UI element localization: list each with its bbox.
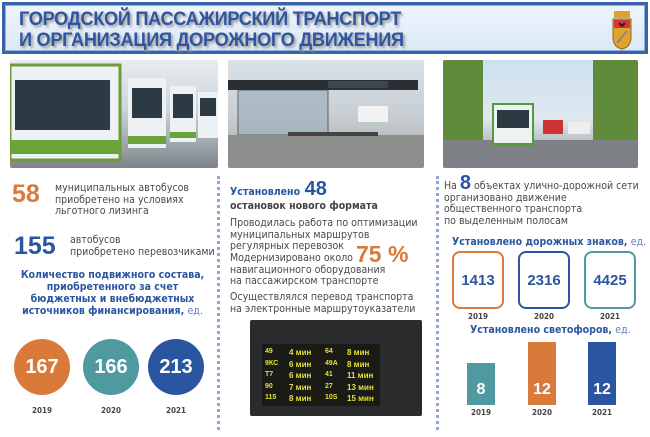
stat-text (55, 183, 235, 218)
bubble-2019: 167 (14, 339, 70, 395)
traffic-lights-heading (470, 324, 631, 336)
stat-value: 8 (459, 172, 472, 194)
stat-value: 155 (14, 232, 56, 260)
text-line: на пассажирском транспорте (230, 275, 379, 287)
year-label: 2020 (533, 312, 555, 321)
heading-text: Установлено светофоров, (470, 324, 612, 336)
text-line: навигационного оборудования (230, 263, 386, 276)
photo-bus-lane (443, 60, 638, 168)
year-label: 2021 (599, 312, 621, 321)
route-board-cell: 90 (265, 382, 273, 390)
bar-2019: 8 (467, 363, 495, 405)
route-board-cell: 6 мин (289, 359, 312, 369)
route-board-cell: 11 мин (347, 371, 374, 380)
route-board-cell: 10S (325, 394, 338, 401)
text-line: организовано движение (444, 191, 567, 204)
stat-text (70, 235, 230, 258)
heading-text: Установлено дорожных знаков, (452, 236, 628, 248)
year-label: 2019 (31, 406, 53, 415)
text-line: автобусов (70, 234, 121, 246)
route-board-cell: 49 (265, 348, 273, 355)
stat-value: 48 (304, 178, 327, 200)
photo-bus-stop (228, 60, 424, 168)
bubble-2020: 166 (83, 339, 139, 395)
stat-prefix: Установлено (230, 186, 301, 198)
unit: ед. (615, 324, 631, 336)
bubble-2021: 213 (148, 339, 204, 395)
text-line: регулярных перевозок (230, 240, 344, 252)
title-line-1: ГОРОДСКОЙ ПАССАЖИРСКИЙ ТРАНСПОРТ (19, 8, 402, 30)
bar-2021: 12 (588, 342, 616, 405)
road-signs-heading (452, 236, 646, 248)
photo-route-board (250, 320, 422, 416)
text-line: льготного лизинга (55, 205, 149, 217)
text-line: Количество подвижного состава, (20, 269, 205, 281)
route-board-cell: 6 мин (289, 371, 312, 380)
rolling-stock-heading (10, 269, 215, 317)
year-label: 2021 (165, 406, 187, 415)
text-line: по выделенным полосам (444, 214, 569, 227)
text-line: Модернизировано около (230, 252, 353, 264)
year-label: 2019 (470, 408, 492, 417)
year-label: 2020 (100, 406, 122, 415)
route-board-cell: 49А (325, 359, 338, 367)
route-board-display (262, 344, 380, 406)
electronic-signs-text (230, 292, 430, 315)
text-line: бюджетных и внебюджетных (30, 293, 195, 305)
route-board-cell: 8 мин (289, 394, 312, 403)
text-line: на электронные маршрутоуказатели (230, 302, 416, 315)
route-board-cell: 9КС (265, 359, 279, 367)
road-sign-box-2021: 4425 (584, 251, 636, 309)
route-board-cell: 15 мин (347, 394, 374, 403)
year-label: 2021 (591, 408, 613, 417)
text-line: общественного транспорта (444, 203, 583, 215)
year-label: 2020 (531, 408, 553, 417)
text-line: объектах улично-дорожной сети (474, 180, 639, 192)
header-banner (2, 2, 648, 54)
text-line: приобретенного за счет (46, 281, 179, 293)
column-divider (436, 176, 439, 430)
text-line: муниципальных маршрутов (230, 228, 370, 241)
route-board-cell: 7 мин (289, 382, 312, 392)
route-board-cell: 64 (325, 348, 333, 355)
title-line-2: И ОРГАНИЗАЦИЯ ДОРОЖНОГО ДВИЖЕНИЯ (19, 29, 404, 51)
stat-text: остановок нового формата (230, 200, 378, 212)
bar-2020: 12 (528, 342, 556, 405)
stat-value: 58 (12, 180, 40, 208)
route-board-cell: 115 (265, 394, 277, 401)
year-label: 2019 (467, 312, 489, 321)
route-board-cell: Т7 (265, 371, 274, 378)
page-title (19, 9, 404, 51)
stat-new-stops (230, 178, 430, 213)
unit: ед. (187, 305, 203, 317)
photo-buses (10, 60, 218, 168)
text-line: приобретено перевозчиками (70, 245, 215, 258)
route-board-cell: 13 мин (347, 382, 374, 392)
route-board-cell: 8 мин (347, 359, 370, 369)
road-sign-box-2020: 2316 (518, 251, 570, 309)
route-board-cell: 8 мин (347, 348, 370, 357)
unit: ед. (630, 236, 647, 248)
route-board-cell: 4 мин (289, 348, 312, 357)
stat-value: 75 % (356, 241, 409, 267)
text-line: муниципальных автобусов (55, 182, 189, 194)
text-line: приобретено на условиях (55, 193, 184, 206)
stat-bus-lanes (444, 172, 644, 227)
text-line: Проводилась работа по оптимизации (230, 217, 418, 229)
stat-prefix: На (444, 180, 457, 192)
text-line: источников финансирования, (22, 305, 185, 317)
coat-of-arms-icon (611, 10, 633, 50)
route-board-cell: 41 (325, 371, 333, 378)
route-board-cell: 27 (325, 382, 333, 390)
text-line: Осуществлялся перевод транспорта (230, 291, 414, 303)
road-sign-box-2019: 1413 (452, 251, 504, 309)
